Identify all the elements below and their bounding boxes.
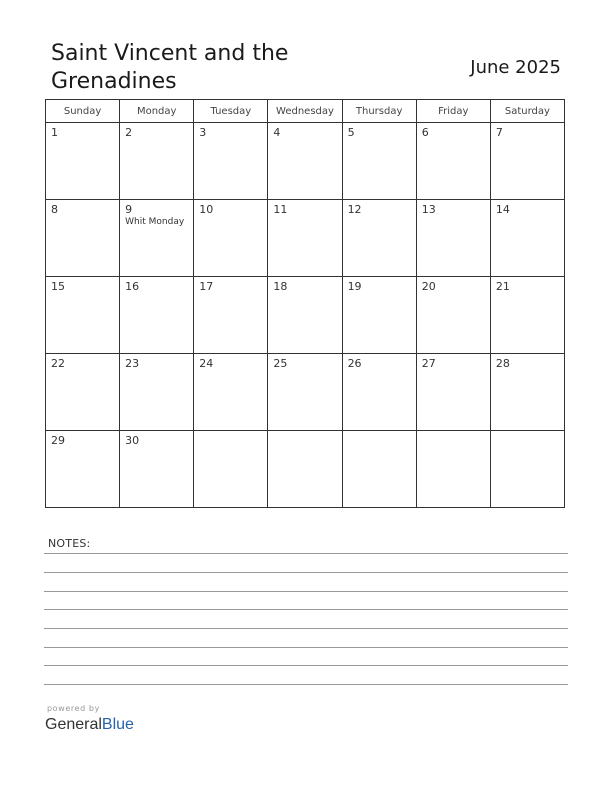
day-cell: [490, 277, 564, 354]
week-row: [46, 354, 565, 431]
weekday-header: Sunday: [46, 100, 120, 123]
day-cell: [416, 277, 490, 354]
day-cell: [268, 123, 342, 200]
day-cell: [46, 123, 120, 200]
day-cell: [416, 200, 490, 277]
day-cell: [268, 200, 342, 277]
empty-day-cell: [268, 431, 342, 508]
day-number: 28: [495, 357, 510, 370]
day-cell: [120, 431, 194, 508]
notes-line: [44, 572, 568, 573]
brand-name-general: General: [45, 716, 102, 733]
day-number: 7: [495, 126, 503, 139]
day-number: 16: [125, 280, 140, 293]
day-cell: [46, 200, 120, 277]
day-cell: [120, 354, 194, 431]
brand-name: [45, 715, 134, 735]
week-row: [46, 431, 565, 508]
day-cell: [342, 354, 416, 431]
day-number: 22: [51, 357, 65, 370]
day-cell: [194, 200, 268, 277]
brand-name-blue: Blue: [101, 716, 134, 733]
day-number: 3: [199, 126, 207, 139]
day-number: 25: [273, 357, 288, 370]
day-number: 14: [495, 203, 510, 216]
day-number: 2: [125, 126, 133, 139]
empty-day-cell: [490, 431, 564, 508]
day-cell: [342, 277, 416, 354]
week-row: [46, 277, 565, 354]
day-number: 23: [125, 357, 140, 370]
day-number: 12: [347, 203, 362, 216]
notes-line: [44, 553, 568, 554]
day-cell: [46, 354, 120, 431]
holiday-label: Whit Monday: [125, 217, 185, 227]
day-cell: [416, 354, 490, 431]
month-year-label: June 2025: [470, 57, 561, 78]
day-number: 20: [421, 280, 436, 293]
notes-line: [44, 591, 568, 592]
day-cell: [194, 277, 268, 354]
day-number: 9: [125, 203, 133, 216]
day-number: 29: [51, 434, 65, 447]
day-cell: [342, 123, 416, 200]
weekday-header-row: [46, 100, 565, 123]
weekday-header: Thursday: [342, 100, 416, 123]
weekday-header: Saturday: [490, 100, 564, 123]
powered-by-text: powered by: [47, 704, 100, 713]
day-number: 5: [347, 126, 355, 139]
empty-day-cell: [342, 431, 416, 508]
day-cell: [490, 200, 564, 277]
empty-day-cell: [416, 431, 490, 508]
day-number: 4: [273, 126, 281, 139]
page-title: Saint Vincent and the Grenadines: [51, 41, 289, 94]
day-cell: [268, 354, 342, 431]
day-cell: [194, 354, 268, 431]
weekday-header: Wednesday: [268, 100, 342, 123]
notes-line: [44, 665, 568, 666]
day-cell: [120, 277, 194, 354]
notes-line: [44, 609, 568, 610]
day-cell: [416, 123, 490, 200]
day-number: 13: [421, 203, 436, 216]
day-number: 15: [51, 280, 65, 293]
week-row: [46, 200, 565, 277]
day-number: 21: [495, 280, 510, 293]
week-row: [46, 123, 565, 200]
day-number: 30: [125, 434, 140, 447]
day-number: 6: [421, 126, 429, 139]
day-number: 26: [347, 357, 362, 370]
day-number: 19: [347, 280, 362, 293]
day-number: 10: [199, 203, 214, 216]
notes-line: [44, 647, 568, 648]
day-number: 11: [273, 203, 288, 216]
day-cell: [194, 123, 268, 200]
notes-label: NOTES:: [48, 537, 91, 550]
day-cell: [46, 277, 120, 354]
day-number: 24: [199, 357, 214, 370]
day-number: 17: [199, 280, 214, 293]
day-number: 18: [273, 280, 288, 293]
notes-line: [44, 684, 568, 685]
notes-line: [44, 628, 568, 629]
day-number: 1: [51, 126, 58, 139]
weekday-header: Friday: [416, 100, 490, 123]
day-cell: [120, 200, 194, 277]
day-cell: [342, 200, 416, 277]
day-cell: [46, 431, 120, 508]
day-cell: [490, 354, 564, 431]
weekday-header: Monday: [120, 100, 194, 123]
generalblue-logo: [45, 704, 134, 735]
day-number: 27: [421, 357, 436, 370]
weekday-header: Tuesday: [194, 100, 268, 123]
day-cell: [268, 277, 342, 354]
empty-day-cell: [194, 431, 268, 508]
calendar-grid: [45, 99, 565, 508]
day-cell: [490, 123, 564, 200]
day-number: 8: [51, 203, 58, 216]
day-cell: [120, 123, 194, 200]
